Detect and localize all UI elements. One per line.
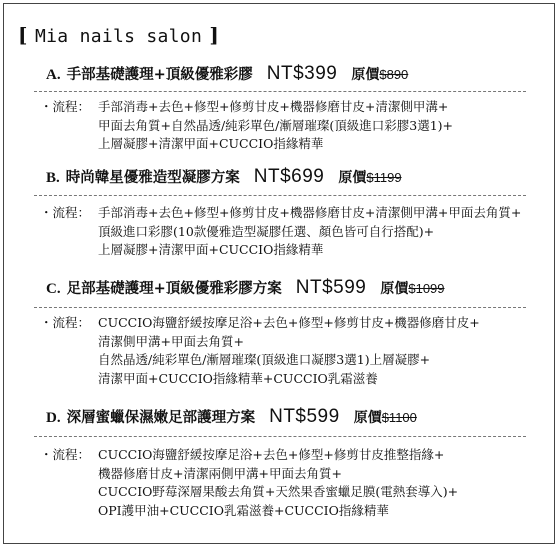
process-line: 甲面去角質+自然晶透/純彩單色/漸層璀璨(頂級進口彩膠3選1)+ <box>98 117 454 133</box>
section-a-header <box>46 63 408 85</box>
process-line: CUCCIO海鹽舒緩按摩足浴+去色+修型+修剪甘皮推整指緣+ <box>98 447 445 462</box>
process-line: 機器修磨甘皮+清潔兩側甲溝+甲面去角質+ <box>98 465 342 481</box>
section-c-process <box>40 314 480 388</box>
divider <box>34 195 526 196</box>
sale-price: NT$699 <box>253 166 325 187</box>
service-name: 深層蜜蠟保濕嫩足部護理方案 <box>66 409 256 426</box>
process-line: 自然晶透/純彩單色/漸層璀璨(頂級進口凝膠3選1)上層凝膠+ <box>98 352 431 367</box>
section-letter: C. <box>46 281 61 297</box>
process-label: ・流程： <box>40 99 91 114</box>
section-letter: B. <box>46 170 60 186</box>
service-name: 足部基礎護理+頂級優雅彩膠方案 <box>66 280 282 297</box>
sale-price: NT$599 <box>295 277 367 298</box>
section-letter: A. <box>46 67 61 83</box>
title-bracket-close: ] <box>209 23 220 47</box>
original-price-label: 原價 <box>380 281 409 297</box>
original-price-label: 原價 <box>353 410 382 426</box>
original-price: $1100 <box>381 410 417 425</box>
sale-price: NT$399 <box>266 63 338 84</box>
process-line: 上層凝膠+清潔甲面+CUCCIO指緣精華 <box>98 136 324 151</box>
service-name: 手部基礎護理+頂級優雅彩膠 <box>66 66 253 83</box>
section-a-process <box>40 98 453 154</box>
original-price-label: 原價 <box>351 67 380 83</box>
section-d-process <box>40 446 458 520</box>
process-line: 手部消毒+去色+修型+修剪甘皮+機器修磨甘皮+清潔側甲溝+ <box>98 99 449 114</box>
divider <box>34 307 526 308</box>
page-title <box>18 23 219 47</box>
section-letter: D. <box>46 410 61 426</box>
original-price: $1199 <box>366 170 402 185</box>
process-line: CUCCIO野莓深層果酸去角質+天然果香蜜蠟足膜(電熱套導入)+ <box>98 484 459 499</box>
original-price: $1099 <box>408 281 445 296</box>
process-label: ・流程： <box>40 447 91 462</box>
process-line: 清潔側甲溝+甲面去角質+ <box>98 333 244 349</box>
process-line: 上層凝膠+清潔甲面+CUCCIO指緣精華 <box>98 242 324 257</box>
divider <box>34 436 526 437</box>
section-b-process <box>40 204 521 260</box>
process-line: 頂級進口彩膠(10款優雅造型凝膠任選、顏色皆可自行搭配)+ <box>98 223 435 239</box>
divider <box>34 91 526 92</box>
section-d-header <box>46 406 417 428</box>
service-name: 時尚韓星優雅造型凝膠方案 <box>65 169 240 186</box>
original-price: $890 <box>379 67 409 82</box>
salon-name: Mia nails salon <box>35 26 203 47</box>
process-line: CUCCIO海鹽舒緩按摩足浴+去色+修型+修剪甘皮+機器修磨甘皮+ <box>98 315 480 330</box>
process-line: 清潔甲面+CUCCIO指緣精華+CUCCIO乳霜滋養 <box>98 370 378 386</box>
process-line: 手部消毒+去色+修型+修剪甘皮+機器修磨甘皮+清潔側甲溝+甲面去角質+ <box>98 205 522 220</box>
section-b-header <box>46 166 402 188</box>
sale-price: NT$599 <box>269 406 340 427</box>
original-price-label: 原價 <box>338 170 367 186</box>
section-c-header <box>46 277 445 299</box>
process-label: ・流程： <box>40 315 91 330</box>
process-line: OPI護甲油+CUCCIO乳霜滋養+CUCCIO指緣精華 <box>98 502 389 518</box>
process-label: ・流程： <box>40 205 91 220</box>
title-bracket-open: [ <box>18 23 28 47</box>
